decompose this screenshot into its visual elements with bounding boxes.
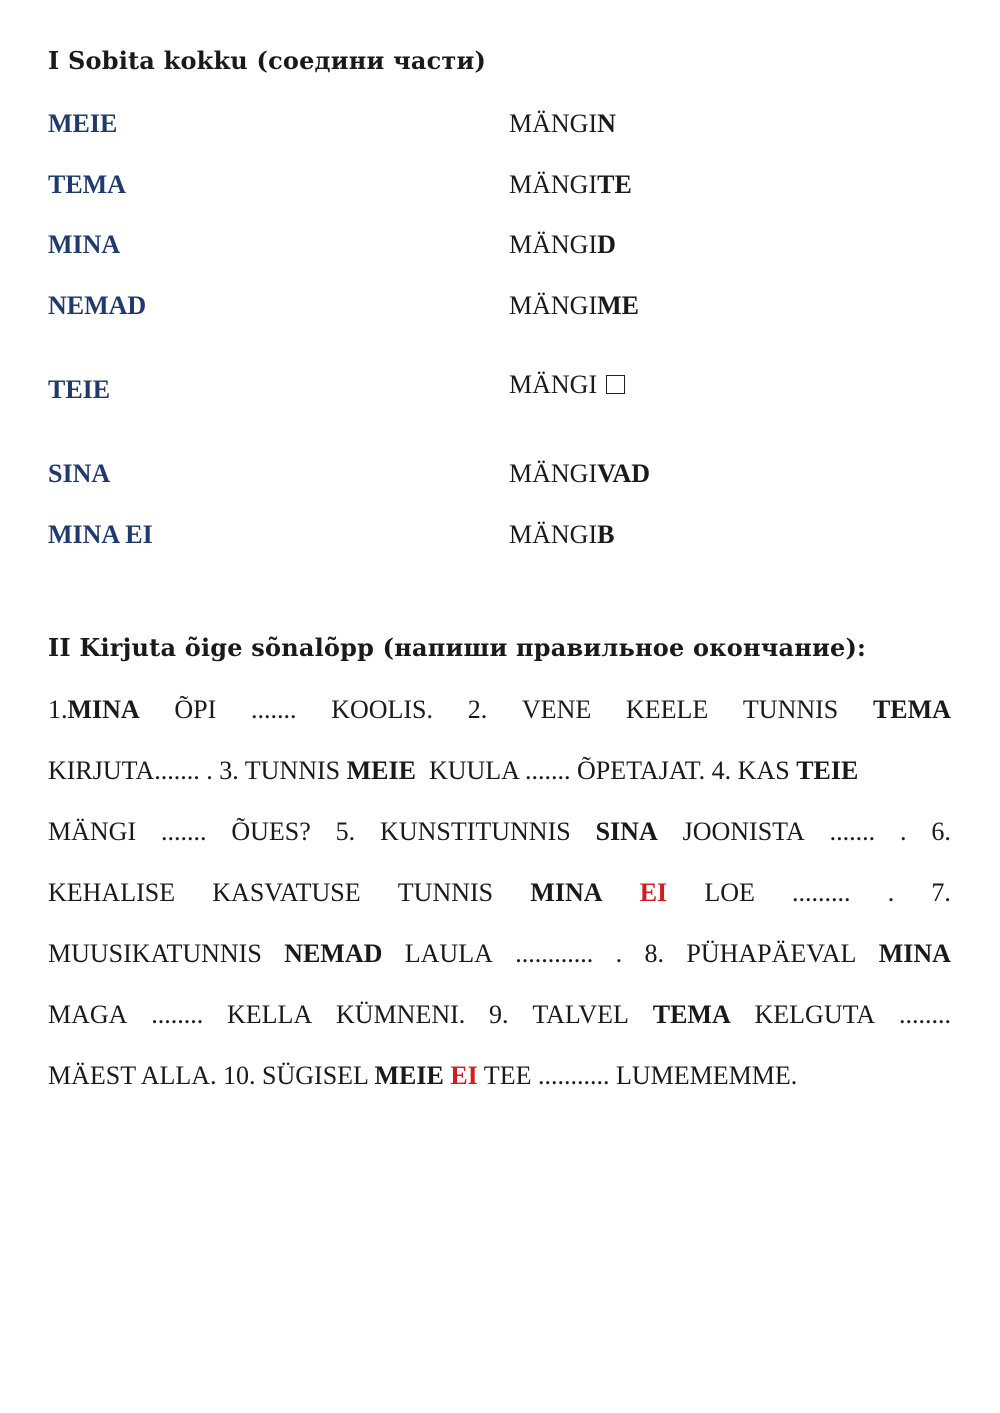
- text-segment: 6.: [931, 817, 951, 846]
- verb-ending: N: [597, 109, 616, 138]
- verb-item: [509, 520, 614, 550]
- text-segment: 5.: [335, 817, 356, 846]
- exercise-line: [48, 756, 951, 786]
- text-segment: MÄEST ALLA. 10. SÜGISEL: [48, 1061, 375, 1090]
- verb-ending: D: [597, 230, 616, 259]
- text-segment: TALVEL: [532, 1000, 629, 1029]
- text-segment: PÜHAPÄEVAL: [686, 939, 857, 968]
- exercise-line: [48, 878, 951, 908]
- text-segment: KASVATUSE: [212, 878, 361, 907]
- exercise-line: [48, 817, 951, 847]
- pronoun-word: MEIE: [374, 1061, 444, 1090]
- pronoun-word: TEMA: [652, 1000, 731, 1029]
- text-segment: 7.: [931, 878, 951, 907]
- pronoun-word: NEMAD: [284, 939, 383, 968]
- text-segment: KOOLIS.: [331, 695, 434, 724]
- exercise-line: [48, 1061, 951, 1091]
- text-segment: TEE ........... LUMEMEMME.: [477, 1061, 798, 1090]
- pronoun-word: SINA: [595, 817, 658, 846]
- text-segment: KELGUTA: [754, 1000, 876, 1029]
- text-segment: KIRJUTA....... . 3. TUNNIS: [48, 756, 347, 785]
- verb-stem: MÄNGI: [509, 370, 598, 399]
- text-segment: .........: [792, 878, 851, 907]
- text-segment: 1.: [48, 695, 68, 724]
- verb-stem: MÄNGI: [509, 520, 598, 549]
- pronoun-word: MINA: [878, 939, 951, 968]
- pronoun-item: MINA: [48, 230, 121, 259]
- text-segment: TUNNIS: [742, 695, 839, 724]
- pronoun-item: TEMA: [48, 170, 126, 199]
- pronoun-word: MINA: [530, 878, 603, 907]
- text-segment: ÕPI: [174, 695, 217, 724]
- text-segment: ÕUES?: [231, 817, 311, 846]
- pronoun-word: TEMA: [872, 695, 951, 724]
- verb-ending: B: [597, 520, 615, 549]
- text-segment: MAGA: [48, 1000, 128, 1029]
- text-segment: LOE: [704, 878, 755, 907]
- text-segment: KELLA: [227, 1000, 313, 1029]
- negation-word: EI: [450, 1061, 478, 1090]
- pronoun-item: NEMAD: [48, 291, 147, 320]
- verb-item: [509, 459, 650, 489]
- verb-stem: MÄNGI: [509, 291, 598, 320]
- verb-item: [509, 109, 616, 139]
- text-segment: MÄNGI: [48, 817, 137, 846]
- verb-item: [509, 370, 625, 400]
- text-segment: JOONISTA: [682, 817, 805, 846]
- text-segment: KUULA ....... ÕPETAJAT. 4. KAS: [415, 756, 797, 785]
- text-segment: ........: [898, 1000, 951, 1029]
- verb-item: [509, 291, 639, 321]
- text-segment: .: [900, 817, 907, 846]
- pronoun-word: TEIE: [796, 756, 859, 785]
- text-segment: KÜMNENI.: [336, 1000, 466, 1029]
- exercise-line: [48, 939, 951, 969]
- text-segment: KUNSTITUNNIS: [380, 817, 571, 846]
- text-segment: .: [615, 939, 623, 968]
- verb-stem: MÄNGI: [509, 170, 598, 199]
- verb-stem: MÄNGI: [509, 459, 598, 488]
- text-segment: .......: [160, 817, 207, 846]
- text-segment: MUUSIKATUNNIS: [48, 939, 262, 968]
- verb-ending: VAD: [597, 459, 651, 488]
- verb-stem: MÄNGI: [509, 230, 598, 259]
- item-number-group: [48, 695, 140, 725]
- pronoun-word: MINA: [67, 695, 140, 724]
- pronoun-item: MINA EI: [48, 520, 153, 549]
- verb-ending: ME: [597, 291, 639, 320]
- text-segment: ............: [515, 939, 594, 968]
- pronoun-item: SINA: [48, 459, 111, 488]
- text-segment: 2.: [467, 695, 488, 724]
- verb-item: [509, 230, 616, 260]
- exercise-line: [48, 695, 951, 725]
- text-segment: VENE: [521, 695, 592, 724]
- section-2-heading: II Kirjuta õige sõnalõpp (напиши правильное окончание):: [48, 633, 867, 662]
- verb-ending: TE: [597, 170, 632, 199]
- verb-stem: MÄNGI: [509, 109, 598, 138]
- verb-item: [509, 170, 632, 200]
- negation-word: EI: [639, 878, 668, 907]
- text-segment: TUNNIS: [397, 878, 494, 907]
- text-segment: KEELE: [625, 695, 709, 724]
- text-segment: LAULA: [404, 939, 493, 968]
- text-segment: 8.: [644, 939, 664, 968]
- pronoun-item: TEIE: [48, 375, 111, 404]
- text-segment: ........: [151, 1000, 204, 1029]
- text-segment: KEHALISE: [48, 878, 176, 907]
- pronoun-item: MEIE: [48, 109, 118, 138]
- exercise-line: [48, 1000, 951, 1030]
- text-segment: .......: [251, 695, 297, 724]
- text-segment: .: [887, 878, 895, 907]
- section-1-heading: I Sobita kokku (соедини части): [48, 46, 487, 75]
- empty-answer-box[interactable]: [606, 375, 625, 394]
- pronoun-word: MEIE: [346, 756, 416, 785]
- text-segment: 9.: [489, 1000, 509, 1029]
- text-segment: .......: [829, 817, 876, 846]
